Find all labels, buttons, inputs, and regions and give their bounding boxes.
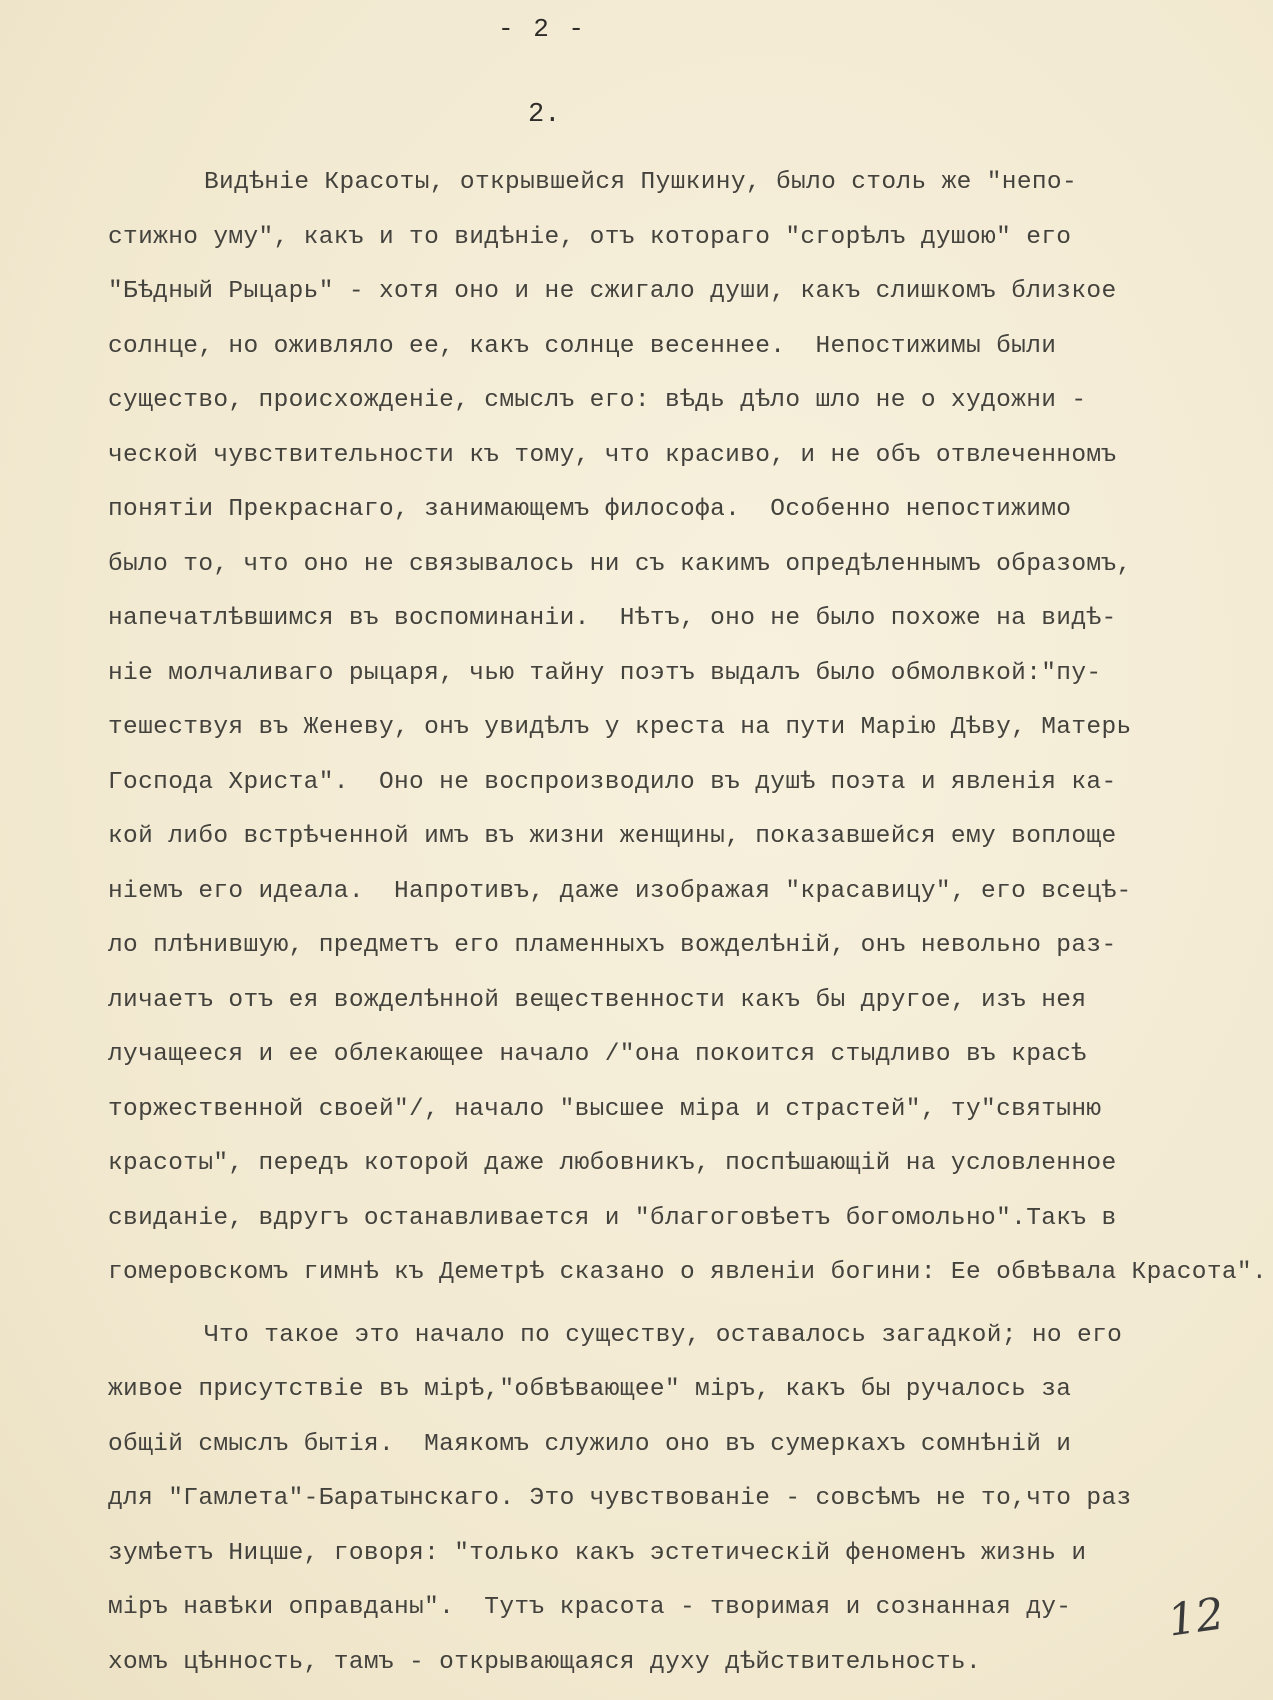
- text-line: зумѣетъ Ницше, говоря: "только какъ эстетическій феноменъ жизнь и: [108, 1539, 1087, 1567]
- text-line: свиданіе, вдругъ останавливается и "благоговѣетъ богомольно".Такъ в: [108, 1204, 1117, 1232]
- text-line: кой либо встрѣченной имъ въ жизни женщины, показавшейся ему воплоще: [108, 823, 1117, 850]
- text-line: Видѣніе Красоты, открывшейся Пушкину, было столь же "непо-: [204, 169, 1078, 196]
- text-line: стижно уму", какъ и то видѣніе, отъ котораго "сгорѣлъ душою" его: [108, 223, 1072, 251]
- handwritten-sheet-number: 12: [1164, 1588, 1228, 1647]
- text-line: существо, происхожденіе, смыслъ его: вѣдь дѣло шло не о художни -: [108, 387, 1087, 414]
- text-line: живое присутствіе въ мірѣ,"обвѣвающее" міръ, какъ бы ручалось за: [108, 1376, 1072, 1403]
- text-line: лучащееся и ее облекающее начало /"она покоится стыдливо въ красѣ: [108, 1041, 1087, 1068]
- text-line: для "Гамлета"-Баратынскаго. Это чувствованіе - совсѣмъ не то,что раз: [108, 1485, 1132, 1512]
- text-line: ніе молчаливаго рыцаря, чью тайну поэтъ выдалъ было обмолвкой:"пу-: [108, 659, 1102, 687]
- text-line: напечатлѣвшимся въ воспоминаніи. Нѣтъ, оно не было похоже на видѣ-: [108, 605, 1117, 632]
- text-line: торжественной своей"/, начало "высшее міра и страстей", ту"святыню: [108, 1095, 1102, 1123]
- text-line: понятіи Прекраснаго, занимающемъ философа. Особенно непостижимо: [108, 496, 1072, 523]
- text-line: гомеровскомъ гимнѣ къ Деметрѣ сказано о явленіи богини: Ее обвѣвала Красота".: [108, 1259, 1268, 1286]
- page-number: - 2 -: [498, 14, 587, 44]
- text-line: ческой чувствительности къ тому, что красиво, и не объ отвлеченномъ: [108, 441, 1117, 469]
- text-line: Господа Христа". Оно не воспроизводило въ душѣ поэта и явленія ка-: [108, 768, 1117, 796]
- text-line: было то, что оно не связывалось ни съ какимъ опредѣленнымъ образомъ,: [108, 550, 1132, 578]
- text-line: личаетъ отъ ея вожделѣнной вещественности какъ бы другое, изъ нея: [108, 986, 1087, 1014]
- body-text: [108, 156, 1268, 1690]
- text-line: общій смыслъ бытія. Маякомъ служило оно въ сумеркахъ сомнѣній и: [108, 1430, 1072, 1458]
- section-number: 2.: [528, 100, 561, 130]
- text-line: солнце, но оживляло ее, какъ солнце весеннее. Непостижимы были: [108, 332, 1057, 360]
- text-line: тешествуя въ Женеву, онъ увидѣлъ у креста на пути Марію Дѣву, Матерь: [108, 714, 1132, 741]
- text-line: красоты", передъ которой даже любовникъ, поспѣшающій на условленное: [108, 1150, 1117, 1177]
- text-line: міръ навѣки оправданы". Тутъ красота - творимая и сознанная ду-: [108, 1594, 1072, 1621]
- text-line: "Бѣдный Рыцарь" - хотя оно и не сжигало души, какъ слишкомъ близкое: [108, 278, 1117, 305]
- text-line: Что такое это начало по существу, оставалось загадкой; но его: [204, 1321, 1123, 1349]
- text-line: ніемъ его идеала. Напротивъ, даже изображая "красавицу", его всецѣ-: [108, 877, 1132, 905]
- text-line: ло плѣнившую, предметъ его пламенныхъ вожделѣній, онъ невольно раз-: [108, 932, 1117, 959]
- text-line: хомъ цѣнность, тамъ - открывающаяся духу дѣйствительность.: [108, 1648, 982, 1676]
